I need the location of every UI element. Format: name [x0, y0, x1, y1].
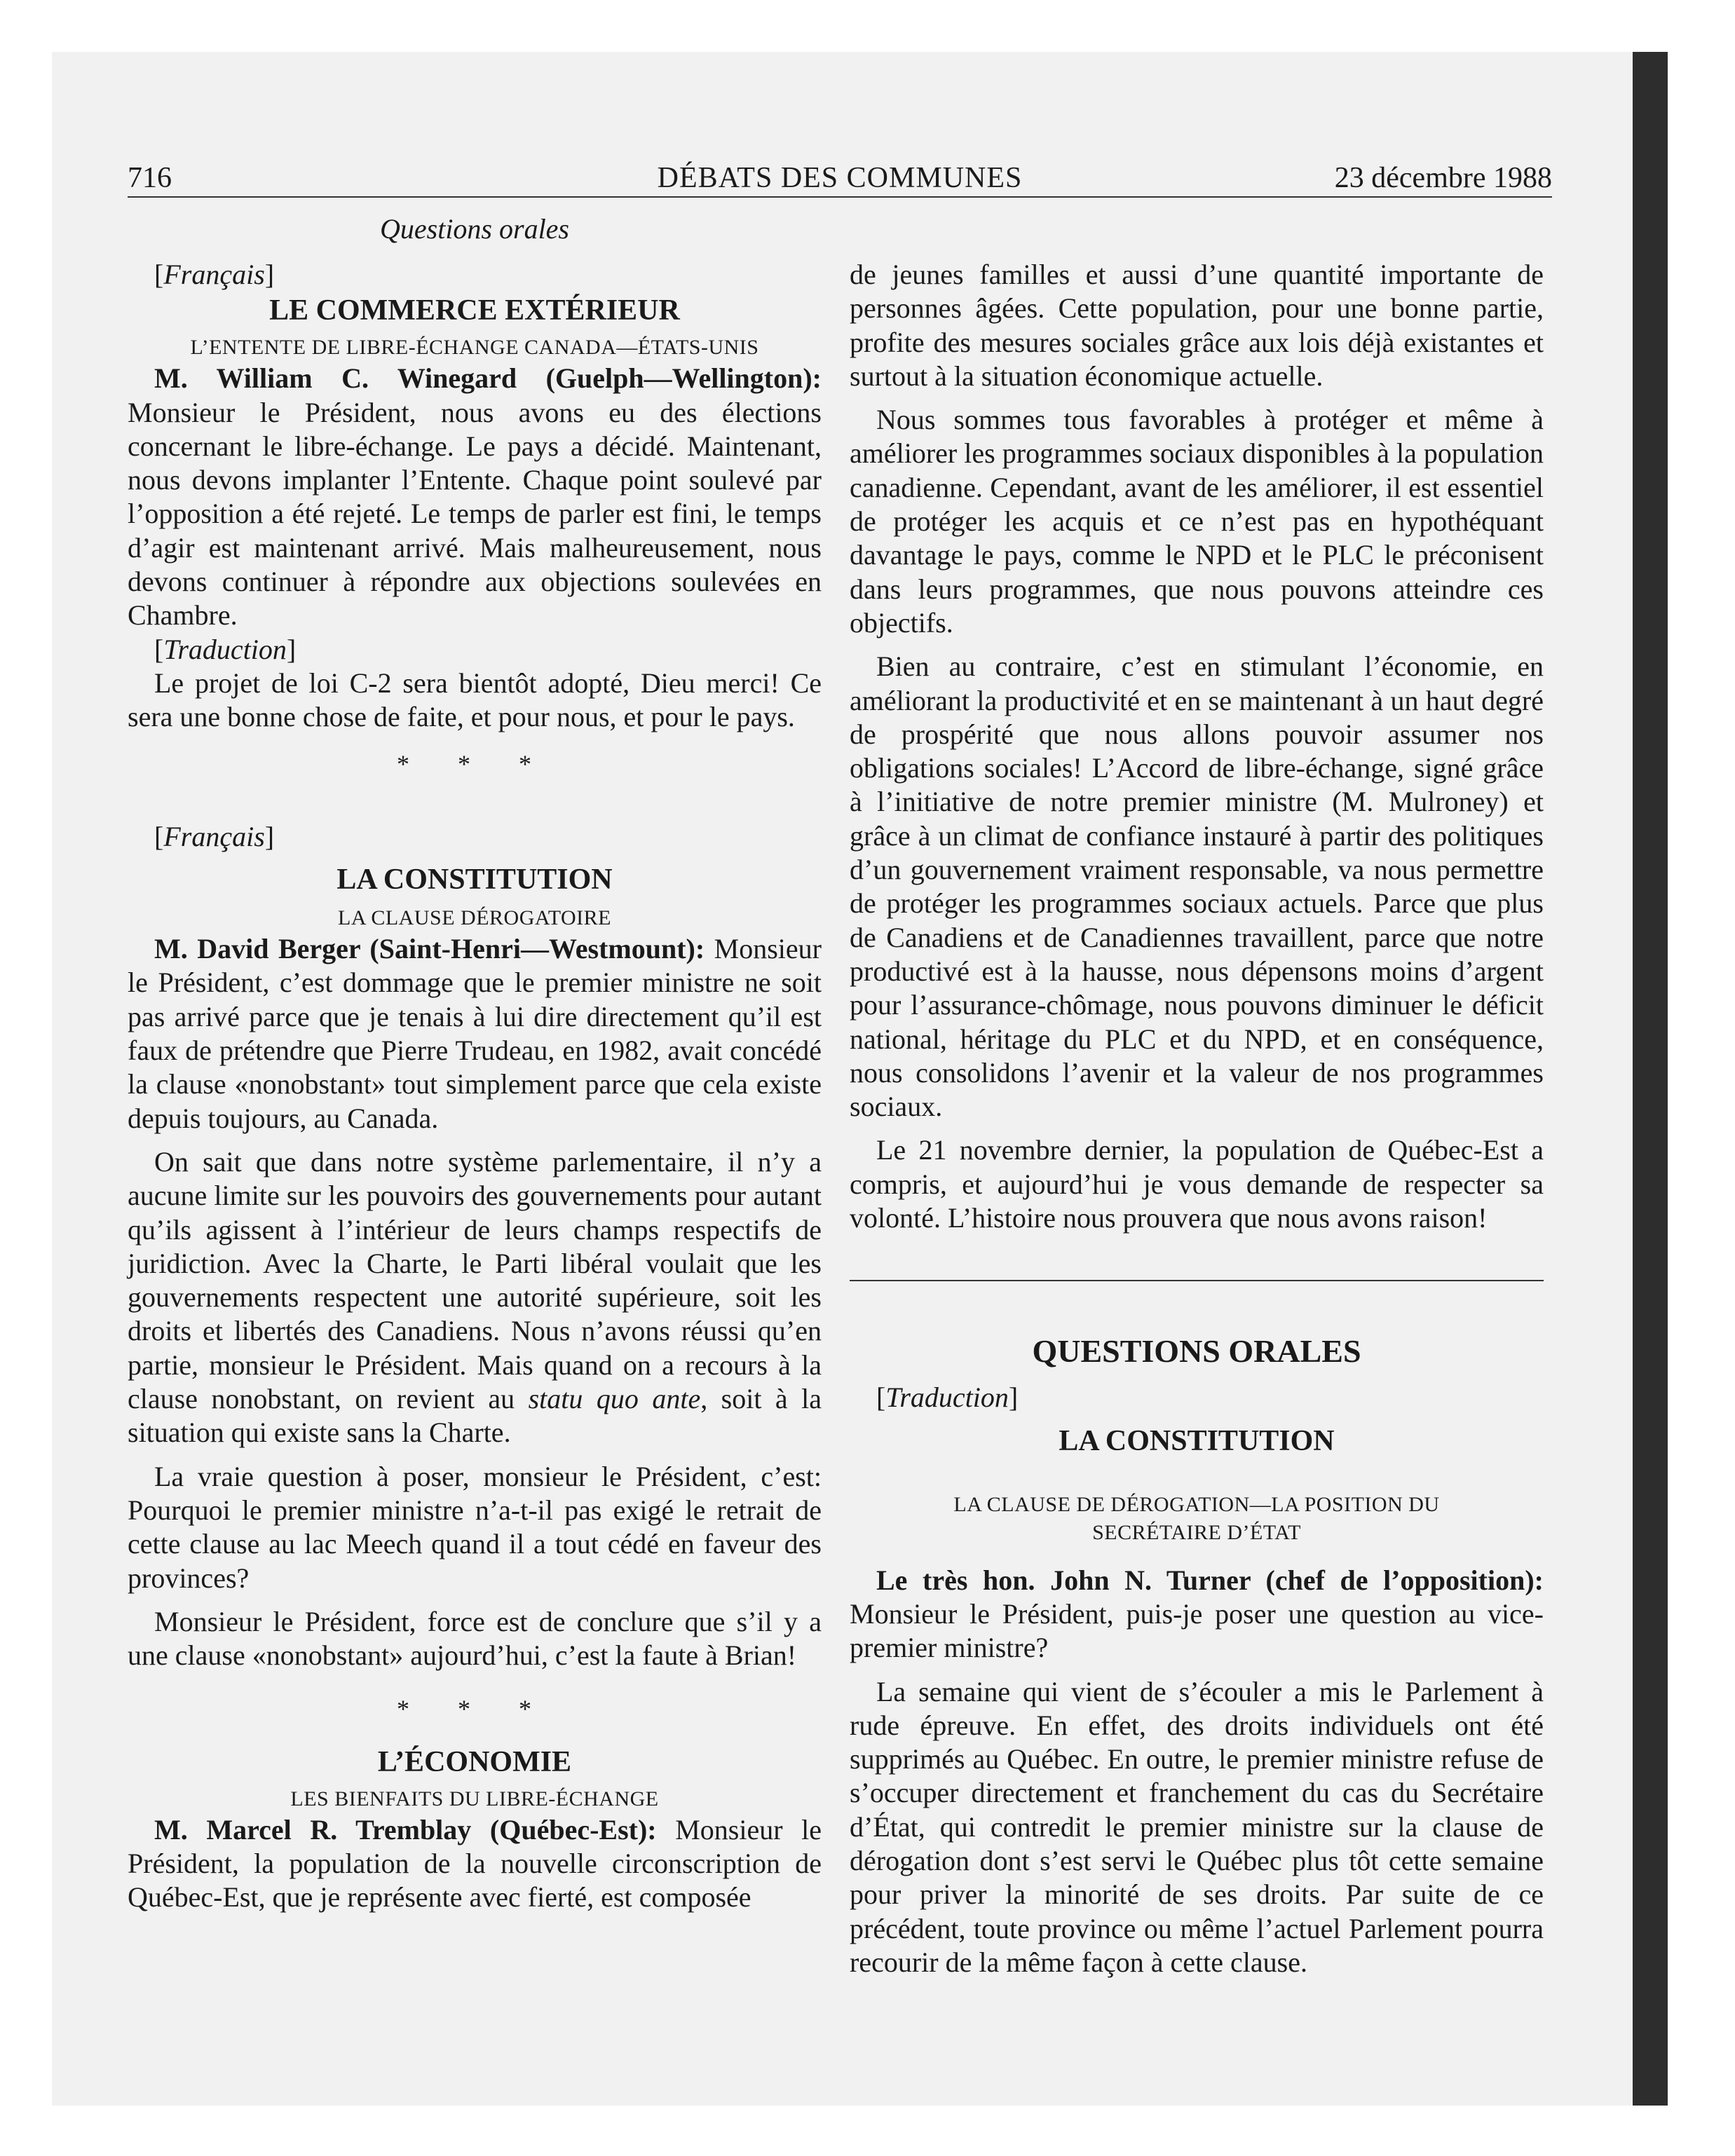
speech-paragraph: La semaine qui vient de s’écouler a mis le Parlement à rude épreuve. En effet, des droits individuels ont été supprimés au Québec. En outre, le premier ministre refuse de s’occuper directement et franchement du cas du Secrétaire d’État, qui contredit le premier ministre sur la clause de dérogation dont s’est servi le Québec plus tôt cette semaine pour priver la minorité de ses droits. Par suite de ce précédent, toute province ou même l’actuel Parlement pourra recourir de la même façon à cette clause.: [850, 1675, 1544, 1978]
speech-paragraph: de jeunes familles et aussi d’une quantité importante de personnes âgées. Cette population, pour une bonne partie, profite des mesures sociales grâce aux lois déjà existantes et surtout à la situation économique actuelle.: [850, 259, 1544, 392]
scan-edge-bar: [1633, 52, 1668, 2106]
section-subheading: L’ENTENTE DE LIBRE-ÉCHANGE CANADA—ÉTATS-UNIS: [190, 336, 759, 360]
section-subheading: LA CLAUSE DÉROGATOIRE: [338, 906, 611, 930]
language-tag: [Traduction]: [154, 633, 297, 665]
section-separator: * * *: [397, 749, 552, 778]
speaker-name: M. William C. Winegard (Guelph—Wellington):: [154, 362, 822, 395]
section-heading: LE COMMERCE EXTÉRIEUR: [269, 294, 680, 327]
section-heading: LA CONSTITUTION: [336, 864, 613, 896]
section-subheading: LA CLAUSE DE DÉROGATION—LA POSITION DU SECRÉTAIRE D’ÉTAT: [953, 1492, 1440, 1544]
speech-paragraph: Le très hon. John N. Turner (chef de l’opposition): Monsieur le Président, puis-je poser une question au vice-premier ministre?: [850, 1564, 1544, 1664]
speech-paragraph: Nous sommes tous favorables à protéger et même à améliorer les programmes sociaux disponibles à la population canadienne. Cependant, avant de les améliorer, il est essentiel de protéger les acquis et ce n’est pas en hypothéquant davantage le pays, comme le NPD et le PLC le préconisent dans leurs programmes, que nous pouvons atteindre ces objectifs.: [850, 404, 1544, 639]
speech-paragraph: Bien au contraire, c’est en stimulant l’économie, en améliorant la productivité et en se maintenant à un haut degré de prospérité que nous allons pouvoir assumer nos obligations sociales! L’Accord de libre-échange, signé grâce à l’initiative de notre premier ministre (M. Mulroney) et grâce à un climat de confiance instauré à partir des politiques d’un gouvernement vraiment responsable, va nous permettre de protéger les programmes sociaux actuels. Parce que plus de Canadiens et de Canadiennes travaillent, parce que notre productivé est à la hausse, nous dépensons moins d’argent pour l’assurance-chômage, nous pouvons diminuer le déficit national, héritage du PLC et du NPD, et en conséquence, nous consolidons l’avenir et la valeur de nos programmes sociaux.: [850, 650, 1544, 1123]
language-tag: [Français]: [154, 259, 275, 290]
section-subheading: LES BIENFAITS DU LIBRE-ÉCHANGE: [290, 1787, 659, 1810]
page-number: 716: [128, 162, 172, 194]
speaker-name: M. David Berger (Saint-Henri—Westmount):: [154, 933, 705, 965]
page-header: [128, 160, 1552, 198]
speaker-name: Le très hon. John N. Turner (chef de l’opposition):: [876, 1564, 1544, 1596]
section-heading: L’ÉCONOMIE: [377, 1745, 572, 1778]
speech-paragraph: On sait que dans notre système parlementaire, il n’y a aucune limite sur les pouvoirs des gouvernements pour autant qu’ils agissent à l’intérieur de leurs champs respectifs de juridiction. Avec la Charte, le Parti libéral voulait que les gouvernements respectent une autorité supérieure, soit les droits et libertés des Canadiens. Nous n’avons réussi qu’en partie, monsieur le Président. Mais quand on a recours à la clause nonobstant, on revient au statu quo ante, soit à la situation qui existe sans la Charte.: [128, 1145, 822, 1449]
language-tag: [Traduction]: [876, 1381, 1019, 1414]
section-label: Questions orales: [380, 213, 569, 245]
section-separator: * * *: [397, 1695, 552, 1724]
section-divider: [850, 1280, 1544, 1281]
speech-paragraph: M. William C. Winegard (Guelph—Wellington): Monsieur le Président, nous avons eu des élections concernant le libre-échange. Le pays a décidé. Maintenant, nous devons implanter l’Entente. Chaque point soulevé par l’opposition a été rejeté. Le temps de parler est fini, le temps d’agir est maintenant arrivé. Mais malheureusement, nous devons continuer à répondre aux objections soulevées en Chambre.: [128, 362, 822, 632]
speaker-name: M. Marcel R. Tremblay (Québec-Est):: [154, 1813, 657, 1845]
section-title: QUESTIONS ORALES: [1032, 1333, 1361, 1370]
left-column: [128, 258, 822, 1915]
speech-paragraph: Le projet de loi C-2 sera bientôt adopté, Dieu merci! Ce sera une bonne chose de faite, et pour nous, et pour le pays.: [128, 667, 822, 733]
language-tag: [Français]: [154, 820, 275, 852]
right-column: [850, 258, 1544, 1979]
section-heading: LA CONSTITUTION: [1059, 1424, 1335, 1457]
speech-paragraph: Le 21 novembre dernier, la population de Québec-Est a compris, et aujourd’hui je vous demande de respecter sa volonté. L’histoire nous prouvera que nous avons raison!: [850, 1134, 1544, 1234]
journal-title: DÉBATS DES COMMUNES: [657, 162, 1023, 194]
page-date: 23 décembre 1988: [1334, 162, 1552, 194]
speech-paragraph: M. David Berger (Saint-Henri—Westmount): Monsieur le Président, c’est dommage que le premier ministre ne soit pas arrivé parce que je tenais à lui dire directement qu’il est faux de prétendre que Pierre Trudeau, en 1982, avait concédé la clause «nonobstant» tout simplement parce que cela existe depuis toujours, au Canada.: [128, 933, 822, 1134]
speech-paragraph: M. Marcel R. Tremblay (Québec-Est): Monsieur le Président, la population de la nouvelle circonscription de Québec-Est, que je représente avec fierté, est composée: [128, 1813, 822, 1913]
speech-paragraph: La vraie question à poser, monsieur le Président, c’est: Pourquoi le premier ministre n’a-t-il pas exigé le retrait de cette clause au lac Meech quand il a tout cédé en faveur des provinces?: [128, 1460, 822, 1594]
speech-paragraph: Monsieur le Président, force est de conclure que s’il y a une clause «nonobstant» aujourd’hui, c’est la faute à Brian!: [128, 1605, 822, 1672]
